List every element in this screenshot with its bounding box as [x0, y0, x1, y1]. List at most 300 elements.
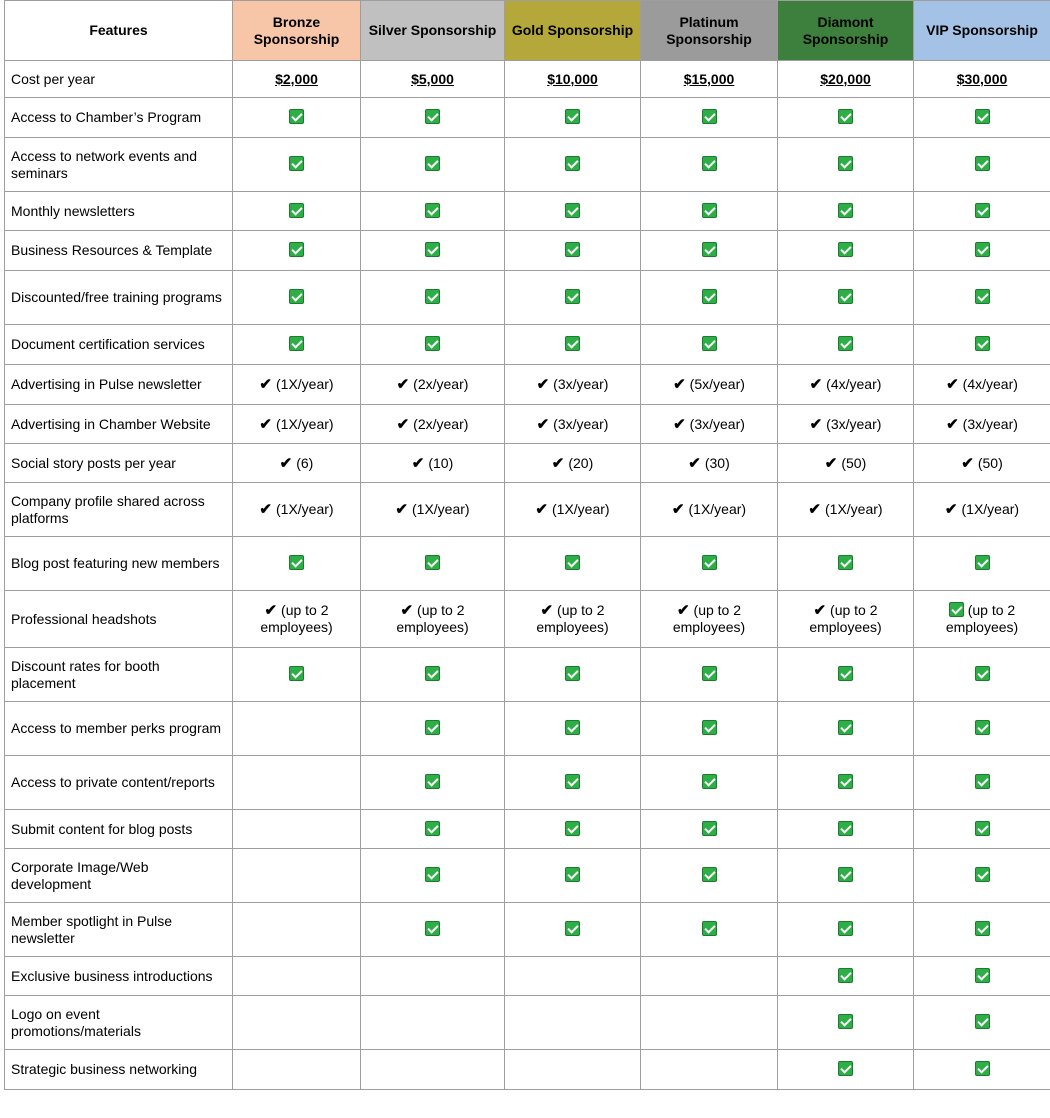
checkmark-icon: ✔ — [540, 602, 554, 619]
tier-cell — [505, 957, 641, 996]
checkbox-icon — [289, 203, 304, 218]
tier-cell — [641, 756, 778, 810]
checkmark-icon: ✔ — [536, 415, 550, 433]
tier-cell — [505, 98, 641, 138]
cell-text: (1X/year) — [276, 376, 334, 392]
cell-text: (1X/year) — [825, 501, 883, 517]
checkbox-icon — [838, 242, 853, 257]
cell-text: (50) — [977, 454, 1003, 471]
checkbox-icon — [838, 867, 853, 882]
checkbox-icon — [975, 289, 990, 304]
cell-text: (up to 2 employees) — [809, 602, 882, 635]
tier-cell — [233, 231, 361, 271]
tier-cell — [914, 98, 1050, 138]
tier-cell — [641, 648, 778, 702]
checkbox-icon — [425, 109, 440, 124]
tier-cell — [505, 849, 641, 903]
tier-cell — [778, 903, 914, 957]
checkmark-icon: ✔ — [535, 501, 548, 518]
checkmark-icon: ✔ — [400, 602, 414, 619]
checkbox-icon — [838, 555, 853, 570]
checkbox-icon — [702, 203, 717, 218]
feature-label: Access to Chamber’s Program — [5, 98, 233, 138]
header-row — [5, 1, 1050, 61]
checkbox-icon — [289, 156, 304, 171]
tier-cell — [641, 365, 778, 405]
cell-text: (4x/year) — [826, 376, 882, 392]
checkmark-icon: ✔ — [396, 415, 410, 433]
checkmark-icon: ✔ — [279, 454, 293, 472]
tier-cell — [361, 849, 505, 903]
feature-label: Strategic business networking — [5, 1050, 233, 1090]
table-row — [5, 325, 1050, 365]
cell-text: (3x/year) — [826, 415, 882, 432]
tier-cell — [505, 756, 641, 810]
tier-cell — [914, 957, 1050, 996]
checkbox-icon — [838, 156, 853, 171]
tier-cell — [505, 405, 641, 444]
tier-cell — [233, 996, 361, 1050]
table-row — [5, 61, 1050, 98]
tier-cell — [505, 903, 641, 957]
cell-text: (30) — [704, 454, 730, 471]
tier-cell — [641, 271, 778, 325]
tier-cell — [914, 138, 1050, 192]
feature-label: Company profile shared across platforms — [5, 483, 233, 537]
tier-cell — [641, 849, 778, 903]
tier-cell — [914, 756, 1050, 810]
feature-label: Professional headshots — [5, 591, 233, 648]
tier-cell — [361, 957, 505, 996]
tier-cell — [778, 444, 914, 483]
tier-cell — [914, 61, 1050, 98]
tier-cell — [778, 648, 914, 702]
checkmark-icon: ✔ — [808, 501, 821, 518]
checkmark-icon: ✔ — [944, 501, 958, 518]
checkbox-icon — [565, 867, 580, 882]
tier-cell — [914, 271, 1050, 325]
feature-label: Logo on event promotions/materials — [5, 996, 233, 1050]
tier-header-platinum: Platinum Sponsorship — [641, 1, 778, 61]
checkbox-icon — [565, 821, 580, 836]
checkmark-icon: ✔ — [676, 602, 690, 619]
checkbox-icon — [702, 821, 717, 836]
table-row — [5, 365, 1050, 405]
cell-text: (50) — [841, 454, 867, 471]
table-row — [5, 192, 1050, 231]
checkbox-icon — [838, 774, 853, 789]
tier-cell — [361, 98, 505, 138]
tier-cell — [778, 271, 914, 325]
cost-value: $5,000 — [411, 70, 454, 87]
tier-cell — [361, 756, 505, 810]
tier-cell — [914, 1050, 1050, 1090]
feature-label: Cost per year — [5, 61, 233, 98]
tier-header-bronze: Bronze Sponsorship — [233, 1, 361, 61]
checkbox-icon — [975, 555, 990, 570]
checkbox-icon — [702, 289, 717, 304]
sponsorship-comparison-table — [4, 0, 1050, 1090]
feature-label: Discounted/free training programs — [5, 271, 233, 325]
table-row — [5, 271, 1050, 325]
tier-cell — [914, 192, 1050, 231]
table-row — [5, 903, 1050, 957]
tier-cell — [233, 849, 361, 903]
checkbox-icon — [565, 666, 580, 681]
checkbox-icon — [425, 156, 440, 171]
tier-cell — [641, 1050, 778, 1090]
tier-cell — [914, 405, 1050, 444]
tier-cell — [778, 405, 914, 444]
checkmark-icon: ✔ — [688, 454, 701, 472]
cost-value: $15,000 — [683, 70, 735, 87]
tier-cell — [641, 231, 778, 271]
table-row — [5, 849, 1050, 903]
tier-cell — [505, 61, 641, 98]
tier-cell — [361, 444, 505, 483]
tier-cell — [361, 365, 505, 405]
checkbox-icon — [975, 720, 990, 735]
table-row — [5, 648, 1050, 702]
checkbox-icon — [975, 867, 990, 882]
feature-label: Document certification services — [5, 325, 233, 365]
tier-cell — [361, 810, 505, 849]
checkbox-icon — [565, 156, 580, 171]
feature-label: Blog post featuring new members — [5, 537, 233, 591]
checkbox-icon — [975, 109, 990, 124]
checkbox-icon — [838, 289, 853, 304]
tier-cell — [505, 483, 641, 537]
checkbox-icon — [565, 921, 580, 936]
cell-text: (2x/year) — [413, 376, 469, 392]
checkbox-icon — [425, 289, 440, 304]
tier-cell — [361, 648, 505, 702]
checkbox-icon — [975, 336, 990, 351]
cell-text: (1X/year) — [412, 501, 470, 517]
checkbox-icon — [425, 774, 440, 789]
checkmark-icon: ✔ — [946, 376, 959, 393]
checkmark-icon: ✔ — [961, 454, 974, 472]
tier-cell — [233, 365, 361, 405]
checkmark-icon: ✔ — [259, 376, 272, 393]
cell-text: (up to 2 employees) — [536, 602, 609, 635]
tier-cell — [361, 996, 505, 1050]
cell-text: (up to 2 employees) — [672, 602, 746, 635]
tier-cell — [641, 903, 778, 957]
tier-cell — [505, 365, 641, 405]
tier-cell — [505, 192, 641, 231]
tier-cell — [778, 537, 914, 591]
cell-text: (3x/year) — [962, 415, 1018, 432]
tier-cell — [641, 996, 778, 1050]
checkbox-icon — [289, 336, 304, 351]
checkbox-icon — [565, 242, 580, 257]
checkbox-icon — [702, 156, 717, 171]
checkbox-icon — [949, 602, 964, 617]
tier-header-gold: Gold Sponsorship — [505, 1, 641, 61]
tier-cell — [361, 483, 505, 537]
tier-cell — [778, 192, 914, 231]
cell-text: (3x/year) — [553, 376, 609, 392]
cost-value: $2,000 — [275, 70, 318, 87]
tier-cell — [641, 957, 778, 996]
cell-text: (3x/year) — [553, 415, 609, 432]
tier-cell — [361, 537, 505, 591]
tier-header-vip: VIP Sponsorship — [914, 1, 1050, 61]
checkmark-icon: ✔ — [813, 602, 827, 619]
tier-cell — [914, 591, 1050, 648]
tier-header-diamont: Diamont Sponsorship — [778, 1, 914, 61]
tier-cell — [233, 325, 361, 365]
checkmark-icon: ✔ — [264, 602, 278, 619]
checkbox-icon — [838, 968, 853, 983]
checkmark-icon: ✔ — [824, 454, 838, 472]
checkmark-icon: ✔ — [673, 376, 686, 393]
tier-cell — [233, 483, 361, 537]
cost-value: $30,000 — [956, 70, 1008, 87]
tier-cell — [361, 231, 505, 271]
tier-cell — [505, 271, 641, 325]
checkbox-icon — [289, 109, 304, 124]
checkbox-icon — [975, 774, 990, 789]
tier-cell — [233, 810, 361, 849]
cell-text: (5x/year) — [689, 376, 745, 392]
tier-cell — [914, 996, 1050, 1050]
checkbox-icon — [838, 821, 853, 836]
cell-text: (up to 2 employees) — [260, 602, 333, 635]
table-row — [5, 756, 1050, 810]
checkbox-icon — [838, 1014, 853, 1029]
checkbox-icon — [565, 774, 580, 789]
tier-cell — [505, 1050, 641, 1090]
tier-cell — [361, 903, 505, 957]
checkbox-icon — [425, 867, 440, 882]
cell-text: (1X/year) — [688, 501, 747, 517]
feature-label: Advertising in Chamber Website — [5, 405, 233, 444]
tier-cell — [505, 810, 641, 849]
tier-cell — [233, 61, 361, 98]
checkmark-icon: ✔ — [671, 501, 685, 518]
tier-cell — [641, 61, 778, 98]
cell-text: (up to 2 employees) — [945, 602, 1019, 635]
tier-cell — [505, 996, 641, 1050]
checkbox-icon — [425, 821, 440, 836]
cell-text: (1X/year) — [552, 501, 610, 517]
cell-text: (1X/year) — [276, 501, 334, 517]
table-row — [5, 537, 1050, 591]
tier-cell — [641, 325, 778, 365]
cell-text: (6) — [296, 454, 314, 471]
checkbox-icon — [565, 555, 580, 570]
tier-cell — [914, 903, 1050, 957]
checkbox-icon — [425, 336, 440, 351]
tier-cell — [233, 537, 361, 591]
feature-label: Member spotlight in Pulse newsletter — [5, 903, 233, 957]
tier-cell — [361, 61, 505, 98]
feature-label: Business Resources & Template — [5, 231, 233, 271]
tier-cell — [778, 1050, 914, 1090]
tier-cell — [914, 702, 1050, 756]
checkbox-icon — [975, 156, 990, 171]
cell-text: (1X/year) — [276, 415, 334, 432]
checkbox-icon — [975, 821, 990, 836]
tier-cell — [361, 591, 505, 648]
tier-cell — [505, 138, 641, 192]
tier-cell — [641, 405, 778, 444]
tier-cell — [641, 483, 778, 537]
tier-cell — [361, 325, 505, 365]
checkbox-icon — [425, 720, 440, 735]
checkmark-icon: ✔ — [551, 454, 565, 472]
tier-cell — [233, 138, 361, 192]
tier-cell — [233, 271, 361, 325]
checkbox-icon — [975, 666, 990, 681]
tier-cell — [778, 61, 914, 98]
checkbox-icon — [838, 921, 853, 936]
cell-text: (4x/year) — [962, 376, 1018, 392]
checkbox-icon — [838, 336, 853, 351]
checkbox-icon — [975, 1061, 990, 1076]
checkbox-icon — [425, 555, 440, 570]
tier-cell — [361, 271, 505, 325]
tier-cell — [361, 138, 505, 192]
tier-cell — [641, 444, 778, 483]
checkbox-icon — [702, 921, 717, 936]
tier-header-silver: Silver Sponsorship — [361, 1, 505, 61]
table-row — [5, 702, 1050, 756]
checkmark-icon: ✔ — [536, 376, 550, 393]
checkbox-icon — [565, 289, 580, 304]
tier-cell — [641, 810, 778, 849]
tier-cell — [778, 591, 914, 648]
table-row — [5, 996, 1050, 1050]
tier-cell — [778, 957, 914, 996]
tier-cell — [914, 483, 1050, 537]
tier-cell — [505, 591, 641, 648]
cell-text: (up to 2 employees) — [396, 602, 469, 635]
tier-cell — [778, 810, 914, 849]
cell-text: (1X/year) — [961, 501, 1020, 517]
checkbox-icon — [838, 1061, 853, 1076]
table-row — [5, 957, 1050, 996]
features-header: Features — [5, 1, 233, 61]
checkbox-icon — [702, 336, 717, 351]
tier-cell — [233, 192, 361, 231]
checkbox-icon — [975, 203, 990, 218]
table-row — [5, 483, 1050, 537]
table-row — [5, 405, 1050, 444]
tier-cell — [505, 444, 641, 483]
tier-cell — [778, 138, 914, 192]
tier-cell — [778, 98, 914, 138]
tier-cell — [778, 325, 914, 365]
cell-text: (10) — [428, 454, 454, 471]
tier-cell — [641, 192, 778, 231]
checkmark-icon: ✔ — [946, 415, 959, 433]
table-row — [5, 1050, 1050, 1090]
tier-cell — [233, 756, 361, 810]
checkbox-icon — [565, 336, 580, 351]
checkmark-icon: ✔ — [809, 415, 823, 433]
tier-cell — [914, 444, 1050, 483]
tier-cell — [641, 591, 778, 648]
cost-value: $20,000 — [820, 70, 871, 87]
checkbox-icon — [702, 774, 717, 789]
feature-label: Discount rates for booth placement — [5, 648, 233, 702]
checkbox-icon — [702, 720, 717, 735]
tier-cell — [641, 537, 778, 591]
checkbox-icon — [425, 242, 440, 257]
tier-cell — [505, 537, 641, 591]
tier-cell — [914, 648, 1050, 702]
checkbox-icon — [289, 555, 304, 570]
tier-cell — [505, 231, 641, 271]
tier-cell — [914, 810, 1050, 849]
checkbox-icon — [425, 203, 440, 218]
checkbox-icon — [702, 242, 717, 257]
tier-cell — [778, 702, 914, 756]
tier-cell — [641, 702, 778, 756]
tier-cell — [233, 957, 361, 996]
checkmark-icon: ✔ — [673, 415, 686, 433]
checkmark-icon: ✔ — [809, 376, 823, 393]
tier-cell — [233, 1050, 361, 1090]
checkbox-icon — [975, 1014, 990, 1029]
tier-cell — [233, 591, 361, 648]
checkbox-icon — [289, 289, 304, 304]
tier-cell — [778, 231, 914, 271]
feature-label: Advertising in Pulse newsletter — [5, 365, 233, 405]
table-row — [5, 810, 1050, 849]
tier-cell — [233, 903, 361, 957]
tier-cell — [233, 702, 361, 756]
feature-label: Access to member perks program — [5, 702, 233, 756]
tier-cell — [914, 231, 1050, 271]
tier-cell — [914, 849, 1050, 903]
checkbox-icon — [838, 203, 853, 218]
checkbox-icon — [565, 203, 580, 218]
cell-text: (20) — [568, 454, 594, 471]
checkbox-icon — [702, 666, 717, 681]
checkmark-icon: ✔ — [396, 376, 410, 393]
feature-label: Social story posts per year — [5, 444, 233, 483]
table-row — [5, 138, 1050, 192]
tier-cell — [914, 325, 1050, 365]
tier-cell — [233, 648, 361, 702]
tier-cell — [778, 483, 914, 537]
table-row — [5, 591, 1050, 648]
cost-value: $10,000 — [547, 70, 598, 87]
tier-cell — [505, 648, 641, 702]
tier-cell — [361, 702, 505, 756]
table-body — [5, 61, 1050, 1090]
checkbox-icon — [975, 242, 990, 257]
checkbox-icon — [565, 109, 580, 124]
tier-cell — [233, 405, 361, 444]
feature-label: Monthly newsletters — [5, 192, 233, 231]
tier-cell — [361, 1050, 505, 1090]
feature-label: Access to private content/reports — [5, 756, 233, 810]
tier-cell — [233, 444, 361, 483]
checkbox-icon — [289, 666, 304, 681]
checkbox-icon — [702, 555, 717, 570]
tier-cell — [914, 365, 1050, 405]
checkmark-icon: ✔ — [259, 501, 272, 518]
checkbox-icon — [425, 666, 440, 681]
table-row — [5, 98, 1050, 138]
checkbox-icon — [702, 867, 717, 882]
checkbox-icon — [702, 109, 717, 124]
